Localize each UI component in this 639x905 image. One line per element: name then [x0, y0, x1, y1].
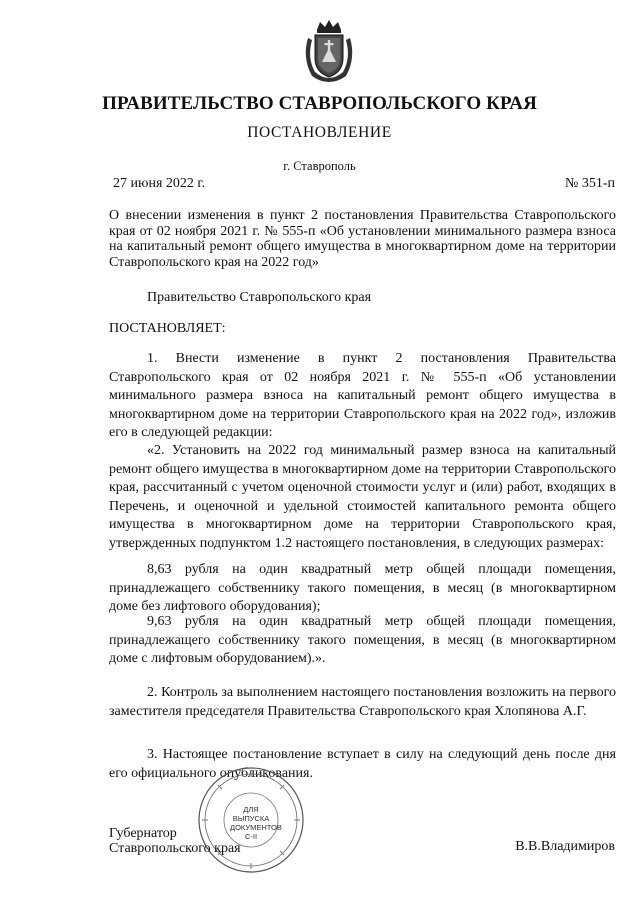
document-number: № 351-п: [564, 176, 615, 191]
document-subject: О внесении изменения в пункт 2 постановления Правительства Ставропольского края от 02 ноября 2021 г. № 555-п «Об установлении минимального размера взноса на капитальный ремонт общего имущества в многоквартирном доме на территории Ставропольского края на 2022 год»: [109, 208, 616, 270]
signatory-title-line-1: Губернатор: [109, 826, 177, 841]
document-date: 27 июня 2022 г.: [113, 176, 206, 191]
item-2: 2. Контроль за выполнением настоящего постановления возложить на первого заместителя председателя Правительства Ставропольского края Хлопянова А.Г.: [109, 685, 616, 719]
document-type: ПОСТАНОВЛЕНИЕ: [247, 124, 392, 141]
item-3: 3. Настоящее постановление вступает в силу на следующий день после дня его официального опубликования.: [109, 747, 616, 781]
stavropol-coat-of-arms-icon: [300, 18, 358, 84]
city: г. Ставрополь: [283, 159, 356, 173]
item-1-rate-1: 8,63 рубля на один квадратный метр общей площади помещения, принадлежащего собственнику такого помещения, в месяц (в многоквартирном доме без лифтового оборудования);: [109, 562, 616, 614]
government-title: ПРАВИТЕЛЬСТВО СТАВРОПОЛЬСКОГО КРАЯ: [102, 93, 537, 114]
item-1-intro: 1. Внести изменение в пункт 2 постановления Правительства Ставропольского края от 02 ноября 2021 г. № 555-п «Об установлении минимального размера взноса на капитальный ремонт общего имущества в многоквартирном доме на территории Ставропольского края на 2022 год», изложив его в следующей редакции:: [109, 351, 616, 440]
item-1-text: «2. Установить на 2022 год минимальный размер взноса на капитальный ремонт общего имущества в многоквартирном доме на территории Ставропольского края, рассчитанный с учетом оценочной стоимости услуг и (или) работ, входящих в Перечень, и оценочной и удельной стоимостей капитального ремонта общего имущества в многоквартирном доме на территории Ставропольского края, утвержденных подпунктом 1.2 настоящего постановления, в следующих размерах:: [109, 443, 616, 551]
signatory-title-line-2: Ставропольского края: [109, 841, 241, 856]
signatory-name: В.В.Владимиров: [515, 839, 615, 854]
decree-word: ПОСТАНОВЛЯЕТ:: [109, 321, 226, 336]
item-1-rate-2: 9,63 рубля на один квадратный метр общей площади помещения, принадлежащего собственнику такого помещения, в месяц (в многоквартирном доме с лифтовым оборудованием).».: [109, 614, 616, 666]
signatory-title: [109, 826, 241, 856]
issuer: Правительство Ставропольского края: [147, 290, 372, 305]
stamp-inner-text: ДЛЯ ВЫПУСКА ДОКУМЕНТОВ С-II: [230, 805, 282, 841]
